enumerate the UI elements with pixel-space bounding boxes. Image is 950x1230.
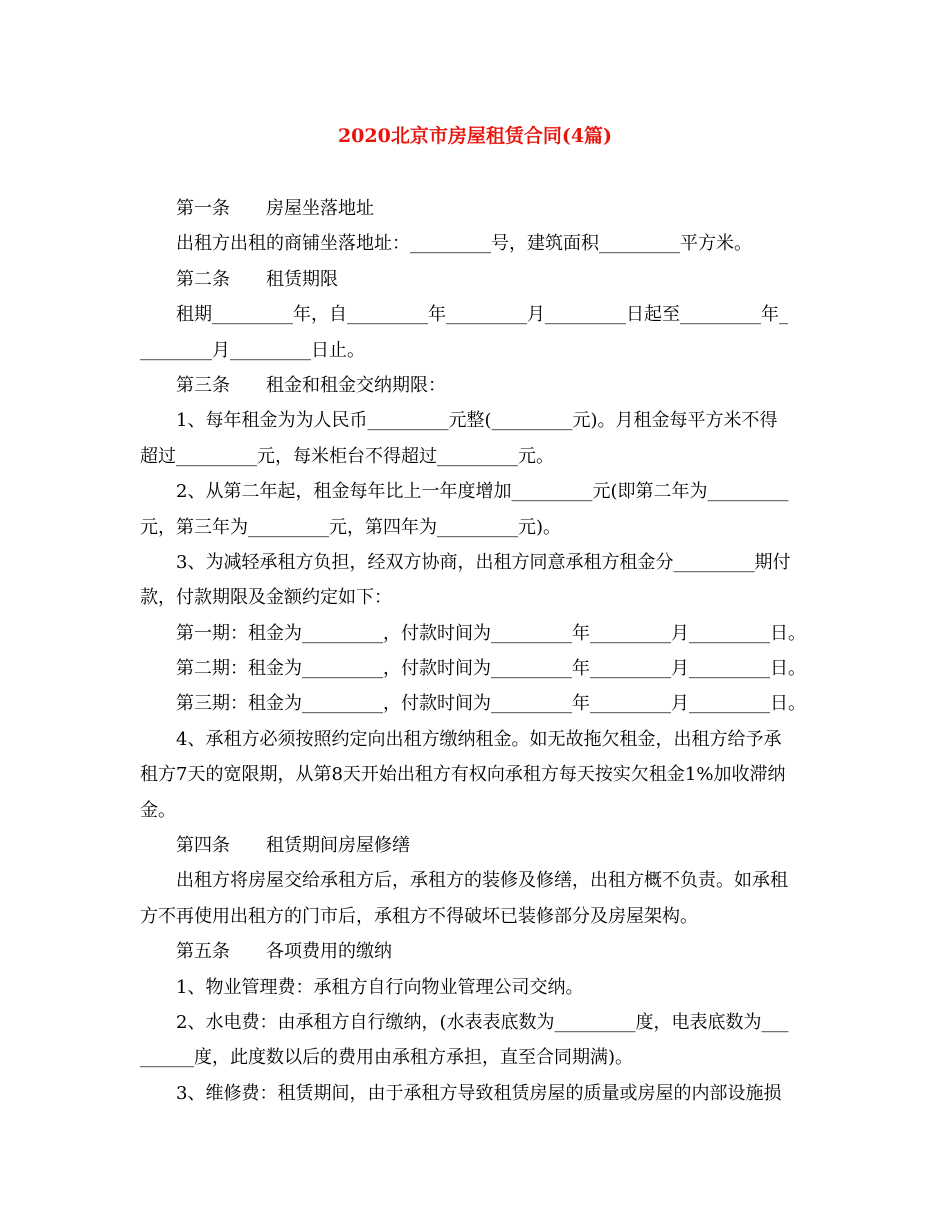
document-line: 出租方将房屋交给承租方后，承租方的装修及修缮，出租方概不负责。如承租 xyxy=(176,870,788,892)
document-line: 第一条 房屋坐落地址 xyxy=(176,198,374,219)
document-line: 4、承租方必须按照约定向出租方缴纳租金。如无故拖欠租金，出租方给予承 xyxy=(176,728,782,750)
document-line: 金。 xyxy=(140,799,176,821)
document-line: 第四条 租赁期间房屋修缮 xyxy=(176,835,410,857)
document-line: 元，第三年为_________元，第四年为_________元)。 xyxy=(140,516,562,538)
document-line: 款，付款期限及金额约定如下： xyxy=(140,587,392,609)
document-line: 出租方出租的商铺坐落地址：_________号，建筑面积_________平方米。 xyxy=(176,233,752,255)
document-line: 2、从第二年起，租金每年比上一年度增加_________元(即第二年为_________ xyxy=(176,481,789,503)
document-line: 第三期：租金为_________，付款时间为_________年_________月_________日。 xyxy=(176,693,806,715)
document-line: ________月_________日止。 xyxy=(140,339,365,361)
document-line: 超过_________元，每米柜台不得超过_________元。 xyxy=(140,445,554,467)
document-line: 1、物业管理费：承租方自行向物业管理公司交纳。 xyxy=(176,976,584,998)
document-line: 租方7天的宽限期，从第8天开始出租方有权向承租方每天按实欠租金1%加收滞纳 xyxy=(140,764,786,786)
document-line: 3、维修费：租赁期间，由于承租方导致租赁房屋的质量或房屋的内部设施损 xyxy=(176,1082,782,1104)
document-line: 第二期：租金为_________，付款时间为_________年_________月_________日。 xyxy=(176,658,806,680)
document-line: ______度，此度数以后的费用由承租方承担，直至合同期满)。 xyxy=(140,1047,634,1069)
document-line: 第一期：租金为_________，付款时间为_________年_________月_________日。 xyxy=(176,622,806,644)
document-body xyxy=(140,191,816,1111)
document-line: 3、为减轻承租方负担，经双方协商，出租方同意承租方租金分_________期付 xyxy=(176,551,791,573)
document-title: 2020北京市房屋租赁合同(4篇) xyxy=(337,125,613,147)
document-line: 第二条 租赁期限 xyxy=(176,268,338,290)
document-line: 租期_________年，自_________年_________月_________日起至_________年_ xyxy=(176,304,788,326)
document-line: 方不再使用出租方的门市后，承租方不得破坏已装修部分及房屋架构。 xyxy=(140,905,698,927)
document-line: 1、每年租金为为人民币_________元整(_________元)。月租金每平方米不得 xyxy=(176,410,778,432)
document-line: 第五条 各项费用的缴纳 xyxy=(176,941,392,963)
document-line: 第三条 租金和租金交纳期限： xyxy=(176,374,446,396)
document-line: 2、水电费：由承租方自行缴纳，(水表表底数为_________度，电表底数为___ xyxy=(176,1011,789,1033)
